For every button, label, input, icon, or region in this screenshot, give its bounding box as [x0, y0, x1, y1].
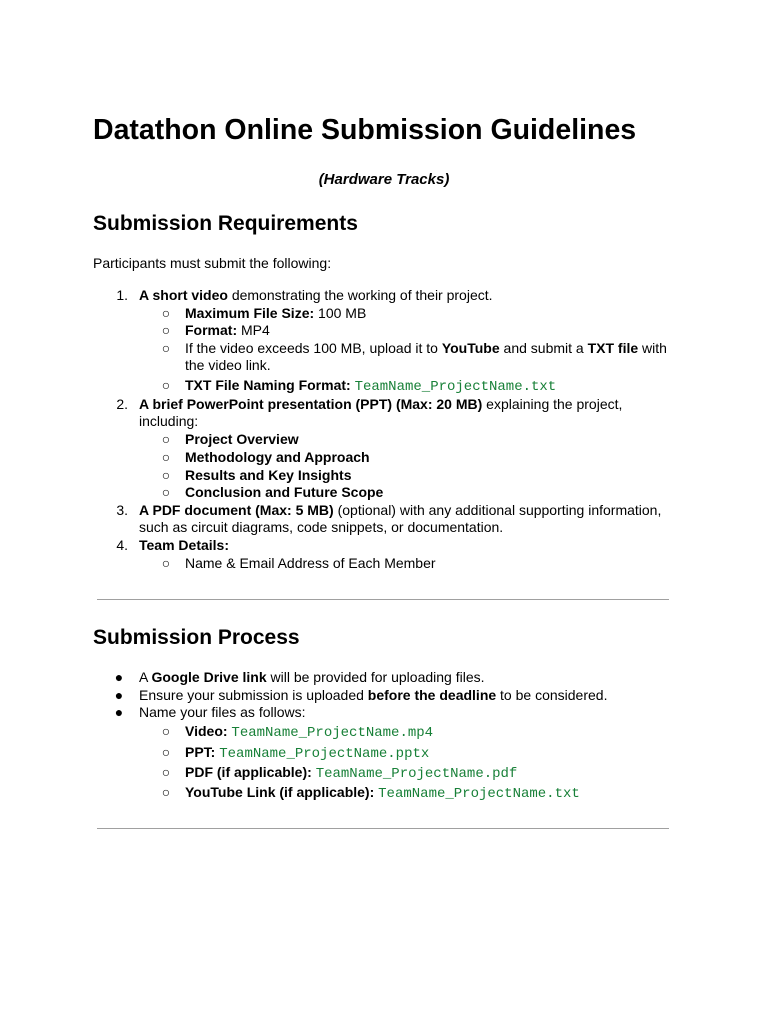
bullet-icon: ●	[114, 704, 124, 720]
naming-ppt	[185, 743, 429, 763]
filename-code: TeamName_ProjectName.txt	[354, 379, 557, 395]
circle-bullet-icon: ○	[161, 764, 171, 780]
item-2-text: explaining the project,	[482, 396, 623, 412]
naming-video	[185, 722, 433, 742]
sub-item-value: 100 MB	[314, 305, 367, 321]
item-3-title: A PDF document (Max: 5 MB)	[139, 502, 334, 518]
sub-item-project-overview: Project Overview	[185, 431, 299, 447]
circle-bullet-icon: ○	[161, 431, 171, 447]
sub-item-txt-naming	[185, 376, 556, 396]
note-text: with	[638, 340, 667, 356]
circle-bullet-icon: ○	[161, 467, 171, 483]
naming-youtube-link	[185, 783, 580, 803]
page-subtitle: (Hardware Tracks)	[318, 171, 450, 188]
bullet-icon: ●	[114, 669, 124, 685]
circle-bullet-icon: ○	[161, 555, 171, 571]
sub-item-label: Maximum File Size:	[185, 305, 315, 321]
circle-bullet-icon: ○	[161, 784, 171, 800]
list-item-2-cont: including:	[139, 413, 199, 429]
item-3-text: (optional) with any additional supporting information,	[333, 502, 662, 518]
sub-item-team-members: Name & Email Address of Each Member	[185, 555, 436, 571]
naming-label: PDF (if applicable):	[185, 764, 312, 780]
divider	[97, 828, 669, 829]
circle-bullet-icon: ○	[161, 449, 171, 465]
circle-bullet-icon: ○	[161, 484, 171, 500]
bullet-icon: ●	[114, 687, 124, 703]
naming-pdf	[185, 763, 517, 783]
item-1-text: demonstrating the working of their project.	[227, 287, 493, 303]
sub-item-youtube-note	[185, 339, 667, 357]
list-number-3: 3.	[116, 502, 128, 518]
text: to be considered.	[496, 687, 608, 703]
note-youtube: YouTube	[441, 340, 500, 356]
filename-code: TeamName_ProjectName.txt	[378, 786, 580, 802]
sub-item-conclusion: Conclusion and Future Scope	[185, 484, 384, 500]
drive-link-label: Google Drive link	[151, 669, 267, 685]
page-title: Datathon Online Submission Guidelines	[93, 114, 637, 146]
circle-bullet-icon: ○	[161, 377, 171, 393]
sub-item-format	[185, 321, 270, 339]
list-number-1: 1.	[116, 287, 128, 303]
list-item-2	[139, 395, 622, 413]
naming-label: Video:	[185, 723, 228, 739]
sub-item-max-file-size	[185, 304, 366, 322]
process-item-deadline	[139, 686, 607, 704]
list-item-3	[139, 501, 661, 519]
text: A	[139, 669, 152, 685]
section-heading-requirements: Submission Requirements	[93, 212, 358, 235]
filename-code: TeamName_ProjectName.pdf	[315, 766, 518, 782]
circle-bullet-icon: ○	[161, 305, 171, 321]
text: Ensure your submission is uploaded	[139, 687, 368, 703]
circle-bullet-icon: ○	[161, 744, 171, 760]
requirements-intro: Participants must submit the following:	[93, 255, 332, 271]
sub-item-value: MP4	[237, 322, 270, 338]
list-number-2: 2.	[116, 396, 128, 412]
section-heading-process: Submission Process	[93, 626, 300, 649]
deadline-label: before the deadline	[367, 687, 497, 703]
process-item-naming: Name your files as follows:	[139, 704, 306, 720]
list-item-3-cont: such as circuit diagrams, code snippets, or documentation.	[139, 519, 504, 535]
note-text: and submit a	[499, 340, 588, 356]
note-txt-file: TXT file	[587, 340, 639, 356]
filename-code: TeamName_ProjectName.pptx	[219, 746, 430, 762]
list-item-1	[139, 286, 493, 304]
sub-item-methodology: Methodology and Approach	[185, 449, 370, 465]
note-text: If the video exceeds 100 MB, upload it to	[185, 340, 442, 356]
sub-item-label: Format:	[185, 322, 238, 338]
circle-bullet-icon: ○	[161, 322, 171, 338]
item-1-title: A short video	[139, 287, 228, 303]
sub-item-youtube-note-cont: the video link.	[185, 357, 271, 373]
list-number-4: 4.	[116, 537, 128, 553]
naming-label: YouTube Link (if applicable):	[185, 784, 375, 800]
text: will be provided for uploading files.	[266, 669, 485, 685]
naming-label: PPT:	[185, 744, 216, 760]
process-item-drive-link	[139, 668, 485, 686]
circle-bullet-icon: ○	[161, 340, 171, 356]
filename-code: TeamName_ProjectName.mp4	[231, 725, 434, 741]
sub-item-label: TXT File Naming Format:	[185, 377, 351, 393]
circle-bullet-icon: ○	[161, 723, 171, 739]
sub-item-results: Results and Key Insights	[185, 467, 352, 483]
divider	[97, 599, 669, 600]
list-item-4: Team Details:	[139, 537, 229, 553]
item-2-title: A brief PowerPoint presentation (PPT) (Max: 20 MB)	[139, 396, 483, 412]
